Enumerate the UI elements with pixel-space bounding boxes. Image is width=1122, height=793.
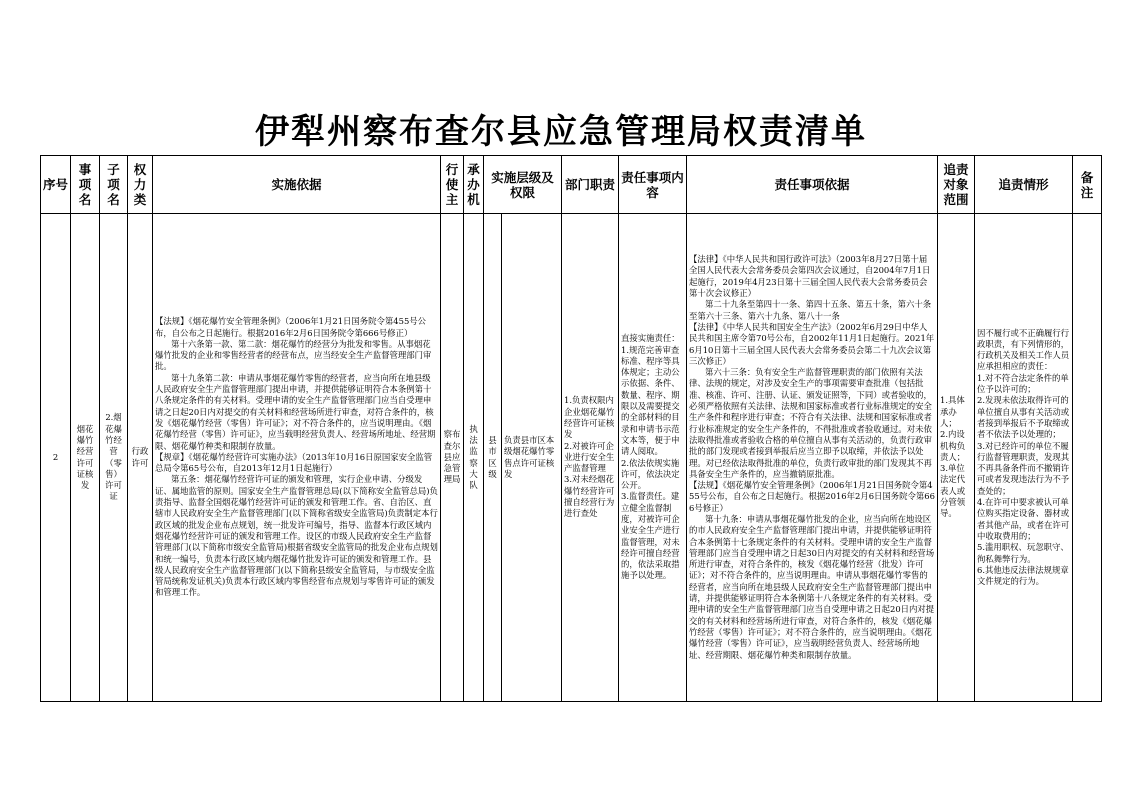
header-subject: 行使主 [441,156,464,214]
header-resp-content: 责任事项内容 [619,156,687,214]
cell-account-scope: 1.具体承办人； 2.内设机构负责人； 3.单位法定代表人或分管领导。 [938,214,975,702]
cell-remark [1073,214,1102,702]
header-basis: 实施依据 [153,156,441,214]
cell-resp-basis: 【法律】《中华人民共和国行政许可法》（2003年8月27日第十届全国人民代表大会常务委员会第四次会议通过，自2004年7月1日起施行，2019年4月23日第十三届全国人民代表大会常务委员会第十次会议修正） 第二十九条至第四十一条、第四十五条、第五十条，第六十条至第六十三条、第六十九条、第八十一条 【法律】《中华人民共和国安全生产法》（2002年6月29日中华人民共和国主席令第70号公布，自2002年11月1日起施行。2021年6月10日第十三届全国人民代表大会常务委员会第二十九次会议第三次修正） 第六十三条：负有安全生产监督管理职责的部门依照有关法律、法规的规定，对涉及安全生产的事项需要审查批准（包括批准、核准、许可、注册、认证、颁发证照等，下同）或者验收的，必须严格依照有关法律、法规和国家标准或者行业标准规定的安全生产条件和程序进行审查；不符合有关法律、法规和国家标准或者行业标准规定的安全生产条件的，不得批准或者验收通过。对未依法取得批准或者验收合格的单位擅自从事有关活动的，负责行政审批的部门发现或者接到举报后应当立即予以取缔，并依法予以处理。对已经依法取得批准的单位，负责行政审批的部门发现其不再具备安全生产条件的，应当撤销原批准。 【法规】《烟花爆竹安全管理条例》（2006年1月21日国务院令第455号公布，自公布之日起施行。根据2016年2月6日国务院令第666号修正） 第十九条：申请从事烟花爆竹批发的企业，应当向所在地设区的市人民政府安全生产监督管理部门提出申请，并提供能够证明符合本条例第十七条规定条件的有关材料。受理申请的安全生产监督管理部门应当自受理申请之日起30日内对提交的有关材料和经营场所进行审查，对符合条件的，核发《烟花爆竹经营（批发）许可证》；对不符合条件的，应当说明理由。申请从事烟花爆竹零售的经营者，应当向所在地县级人民政府安全生产监督管理部门提出申请，并提供能够证明符合本条例第十八条规定条件的有关材料。受理申请的安全生产监督管理部门应当自受理申请之日起20日内对提交的有关材料和经营场所进行审查，对符合条件的，核发《烟花爆竹经营（零售）许可证》；对不符合条件的，应当说明理由。《烟花爆竹经营（零售）许可证》，应当载明经营负责人、经营场所地址、经营期限、烟花爆竹种类和限制存放量。 [687,214,938,702]
cell-level-authority: 负责县市区本级烟花爆竹零售点许可证核发 [502,214,562,702]
header-seq: 序号 [41,156,71,214]
header-level: 实施层级及权限 [484,156,562,214]
document-title: 伊犁州察布查尔县应急管理局权责清单 [255,112,867,152]
header-power-type: 权力类 [128,156,153,214]
header-item-name: 事项名 [71,156,100,214]
header-dept-duty: 部门职责 [562,156,619,214]
cell-seq: 2 [41,214,71,702]
table-row [41,214,1102,702]
header-remark: 备注 [1073,156,1102,214]
cell-resp-content: 直接实施责任： 1.规范完善审查标准、程序等具体规定；主动公示依据、条件、数量、程序、期限以及需要提交的全部材料的目录和申请书示范文本等，便于申请人阅取。 2.依法依规实施许可，依法决定公开。 3.监督责任。建立健全监督制度，对被许可企业安全生产进行监督管理，对未经许可擅自经营的，依法采取措施予以处理。 [619,214,687,702]
header-sub-item-name: 子项名 [100,156,128,214]
cell-item-name: 烟花爆竹经营许可证核发 [71,214,100,702]
cell-power-type: 行政许可 [128,214,153,702]
cell-account-cases: 因不履行或不正确履行行政职责，有下列情形的，行政机关及相关工作人员应承担相应的责任： 1.对不符合法定条件的单位予以许可的； 2.发现未依法取得许可的单位擅自从事有关活动或者接到举报后不予取缔或者不依法予以处理的； 3.对已经许可的单位不履行监督管理职责，发现其不再具备条件而不撤销许可或者发现违法行为不予查处的； 4.在许可中要求被认可单位购买指定设备、器材或者其他产品，或者在许可中收取费用的； 5.滥用职权、玩忽职守、徇私舞弊行为。 6.其他违反法律法规规章文件规定的行为。 [975,214,1073,702]
header-handler: 承办机 [464,156,484,214]
cell-basis: 【法规】《烟花爆竹安全管理条例》（2006年1月21日国务院令第455号公布，自公布之日起施行。根据2016年2月6日国务院令第666号修正） 第十六条第一款、第二款：烟花爆竹的经营分为批发和零售。从事烟花爆竹批发的企业和零售经营者的经营布点，应当经安全生产监督管理部门审批。 第十九条第二款：申请从事烟花爆竹零售的经营者，应当向所在地县级人民政府安全生产监督管理部门提出申请，并提供能够证明符合本条例第十八条规定条件的有关材料。受理申请的安全生产监督管理部门应当自受理申请之日起20日内对提交的有关材料和经营场所进行审查，对符合条件的，核发《烟花爆竹经营（零售）许可证》；对不符合条件的，应当说明理由。《烟花爆竹经营（零售）许可证》，应当载明经营负责人、经营场所地址、经营期限、烟花爆竹种类和限制存放量。 【规章】《烟花爆竹经营许可实施办法》（2013年10月16日原国家安全监管总局令第65号公布，自2013年12月1日起施行） 第五条：烟花爆竹经营许可证的颁发和管理，实行企业申请、分级发证、属地监管的原则。国家安全生产监督管理总局(以下简称安全监管总局)负责指导、监督全国烟花爆竹经营许可证的颁发和管理工作。省、自治区、直辖市人民政府安全生产监督管理部门(以下简称省级安全监管局)负责制定本行政区域的批发企业布点规划，统一批发许可编号，指导、监督本行政区域内烟花爆竹经营许可证的颁发和管理工作。设区的市级人民政府安全生产监督管理部门(以下简称市级安全监管局)根据省级安全监管局的批发企业布点规划和统一编号，负责本行政区域内烟花爆竹批发许可证的颁发和管理工作。县级人民政府安全生产监督管理部门(以下简称县级安全监管局，与市级安全监管局统称发证机关)负责本行政区域内零售经营布点规划与零售许可证的颁发和管理工作。 [153,214,441,702]
header-account-cases: 追责情形 [975,156,1073,214]
cell-subject: 察布查尔县应急管理局 [441,214,464,702]
cell-dept-duty: 1.负责权限内企业烟花爆竹经营许可证核发 2.对被许可企业进行安全生产监督管理 3.对未经烟花爆竹经营许可擅自经营行为进行查处 [562,214,619,702]
header-row [41,156,1102,214]
power-responsibility-table [40,155,1102,702]
header-account-scope: 追责对象范围 [938,156,975,214]
cell-handler: 执法监察大队 [464,214,484,702]
header-resp-basis: 责任事项依据 [687,156,938,214]
cell-sub-item-name: 2.烟花爆竹经营（零售）许可证 [100,214,128,702]
cell-level-scope: 县市区级 [484,214,502,702]
